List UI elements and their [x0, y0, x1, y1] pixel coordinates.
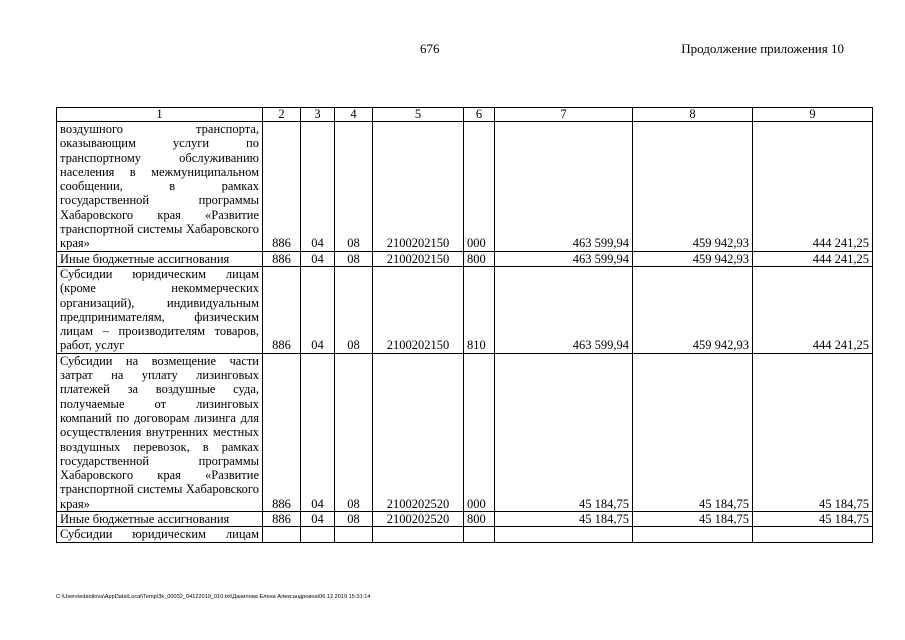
target-article-cell [373, 527, 464, 542]
admin-code-cell: 886 [263, 266, 301, 353]
amount-cell: 459 942,93 [633, 266, 753, 353]
row-description: воздушного транспорта, оказывающим услуги по транспортному обслуживанию населения в межмуниципальном сообщении, в рамках государственной программы Хабаровского края «Развитие транспортной системы Хабаровского края» [57, 122, 263, 252]
amount-cell: 45 184,75 [495, 353, 633, 511]
section-cell: 04 [301, 353, 335, 511]
section-cell [301, 527, 335, 542]
row-description: Иные бюджетные ассигнования [57, 512, 263, 527]
column-header: 4 [335, 108, 373, 122]
expense-type-cell [464, 527, 495, 542]
amount-cell [753, 527, 873, 542]
amount-cell: 444 241,25 [753, 266, 873, 353]
column-header: 9 [753, 108, 873, 122]
budget-table [56, 107, 873, 543]
amount-cell: 463 599,94 [495, 266, 633, 353]
subsection-cell: 08 [335, 122, 373, 252]
row-description: Субсидии юридическим лицам [57, 527, 263, 542]
subsection-cell: 08 [335, 251, 373, 266]
section-cell: 04 [301, 266, 335, 353]
admin-code-cell [263, 527, 301, 542]
amount-cell: 45 184,75 [633, 353, 753, 511]
expense-type-cell: 000 [464, 122, 495, 252]
subsection-cell: 08 [335, 353, 373, 511]
amount-cell [633, 527, 753, 542]
amount-cell: 459 942,93 [633, 251, 753, 266]
amount-cell: 444 241,25 [753, 122, 873, 252]
column-header: 2 [263, 108, 301, 122]
admin-code-cell: 886 [263, 122, 301, 252]
expense-type-cell: 800 [464, 512, 495, 527]
amount-cell: 45 184,75 [753, 512, 873, 527]
column-header: 3 [301, 108, 335, 122]
amount-cell: 45 184,75 [495, 512, 633, 527]
admin-code-cell: 886 [263, 251, 301, 266]
expense-type-cell: 000 [464, 353, 495, 511]
table-row [57, 512, 873, 527]
amount-cell [495, 527, 633, 542]
row-description: Иные бюджетные ассигнования [57, 251, 263, 266]
subsection-cell: 08 [335, 266, 373, 353]
target-article-cell: 2100202150 [373, 266, 464, 353]
amount-cell: 459 942,93 [633, 122, 753, 252]
target-article-cell: 2100202150 [373, 122, 464, 252]
subsection-cell: 08 [335, 512, 373, 527]
column-header: 6 [464, 108, 495, 122]
table-header-row [57, 108, 873, 122]
table-row [57, 251, 873, 266]
section-cell: 04 [301, 251, 335, 266]
amount-cell: 463 599,94 [495, 251, 633, 266]
column-header: 7 [495, 108, 633, 122]
amount-cell: 444 241,25 [753, 251, 873, 266]
column-header: 1 [57, 108, 263, 122]
appendix-label: Продолжение приложения 10 [681, 41, 844, 56]
column-header: 5 [373, 108, 464, 122]
subsection-cell [335, 527, 373, 542]
row-description: Субсидии на возмещение части затрат на уплату лизинговых платежей за воздушные суда, получаемые от лизинговых компаний по договорам лизинга для осуществления внутренних местных воздушных перевозок, в рамках государственной программы Хабаровского края «Развитие транспортной системы Хабаровского края» [57, 353, 263, 511]
amount-cell: 45 184,75 [633, 512, 753, 527]
admin-code-cell: 886 [263, 353, 301, 511]
page-number: 676 [420, 41, 440, 56]
target-article-cell: 2100202520 [373, 353, 464, 511]
row-description: Субсидии юридическим лицам (кроме некоммерческих организаций), индивидуальным предпринимателям, физическим лицам – производителям товаров, работ, услуг [57, 266, 263, 353]
admin-code-cell: 886 [263, 512, 301, 527]
target-article-cell: 2100202520 [373, 512, 464, 527]
expense-type-cell: 810 [464, 266, 495, 353]
target-article-cell: 2100202150 [373, 251, 464, 266]
section-cell: 04 [301, 512, 335, 527]
amount-cell: 45 184,75 [753, 353, 873, 511]
table-row [57, 266, 873, 353]
table-row [57, 527, 873, 542]
file-path-footer: C:\Users\edanilova\AppData\Local\Temp\3k_00032_04122019_010.txt\Данилова Елена Александровна\06.12.2019 15:31:14 [56, 594, 371, 600]
column-header: 8 [633, 108, 753, 122]
expense-type-cell: 800 [464, 251, 495, 266]
table-row [57, 122, 873, 252]
table-row [57, 353, 873, 511]
section-cell: 04 [301, 122, 335, 252]
amount-cell: 463 599,94 [495, 122, 633, 252]
